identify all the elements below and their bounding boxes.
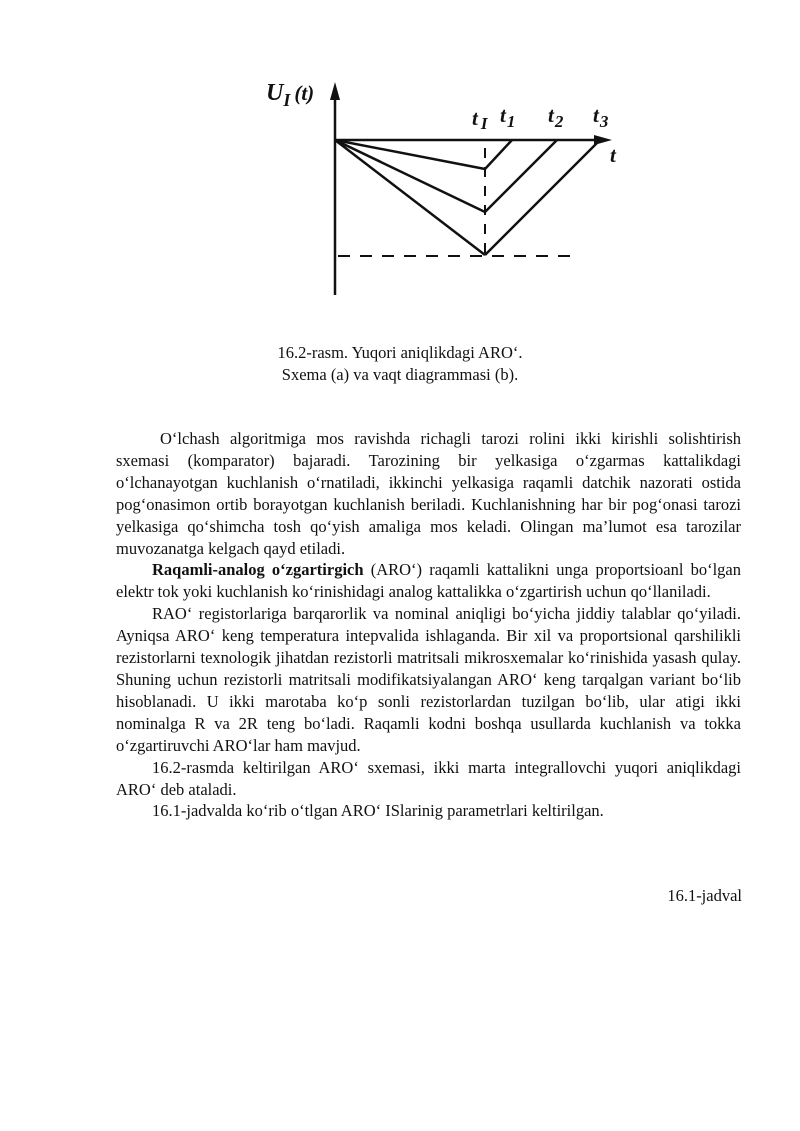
timing-diagram-svg bbox=[250, 70, 630, 310]
caption-line-2: Sxema (a) va vaqt diagrammasi (b). bbox=[281, 365, 519, 384]
ramp-down-2 bbox=[335, 140, 485, 212]
time-label-t2: $t_2$ bbox=[548, 103, 564, 131]
figure-caption bbox=[0, 342, 800, 386]
x-axis-label: t bbox=[610, 143, 616, 167]
caption-line-1: 16.2-rasm. Yuqori aniqlikdagi ARO‘. bbox=[277, 343, 523, 362]
y-axis-label: $U_I$ (t) bbox=[266, 80, 315, 110]
timing-diagram bbox=[250, 70, 630, 310]
ramp-down-3 bbox=[335, 140, 485, 255]
paragraph-figure-ref: 16.2-rasmda keltirilgan ARO‘ sxemasi, ikki marta integrallovchi yuqori aniqlikdagi ARO‘ deb ataladi. bbox=[116, 757, 741, 799]
paragraph-dac-definition bbox=[116, 559, 741, 603]
paragraph-comparator: O‘lchash algoritmiga mos ravishda richagli tarozi rolini ikki kirishli solishtirish sxemasi (komparator) bajaradi. Tarozining bir yelkasiga o‘zgarmas kattalikdagi o‘lchanayotgan kuchlanish o‘rnatiladi, ikkinchi yelkasiga raqamli datchik nazorati ostida pog‘onasimon ortib borayotgan kuchlanish beriladi. Kuchlanishning har bir pog‘onasi tarozi yelkasiga qo‘shimcha tosh qo‘yish amaliga mos keladi. Olingan ma’lumot esa tarozilar muvozanatga kelgach qayd etiladi. bbox=[116, 429, 741, 558]
term-dac: Raqamli-analog o‘zgartirgich bbox=[152, 560, 364, 580]
ramp-up-1 bbox=[485, 140, 512, 169]
y-axis-arrow bbox=[330, 82, 340, 100]
ramp-up-2 bbox=[485, 140, 557, 212]
time-label-t1: $t_1$ bbox=[500, 103, 516, 131]
paragraph-dac-text: (ARO‘) raqamli kattalikni unga proportsioanl bo‘lgan elektr tok yoki kuchlanish ko‘rinishidagi analog kattalikka o‘zgartirish uchun qo‘llaniladi. bbox=[116, 560, 742, 602]
time-label-t3: $t_3$ bbox=[593, 103, 609, 131]
ramp-up-3 bbox=[485, 140, 600, 255]
body-text bbox=[116, 428, 741, 822]
table-label: 16.1-jadval bbox=[667, 886, 742, 905]
paragraph-resistor-matrix: RAO‘ registorlariga barqarorlik va nominal aniqligi bo‘yicha jiddiy talablar qo‘yiladi. Ayniqsa ARO‘ keng temperatura intepvalida ishlaganda. Bir xil va proportsional qarshilikli rezistorlarni texnologik jihatdan rezistorli matritsali mikrosxemalar ko‘rinishida yasash qulay. Shuning uchun rezistorli matritsali modifikatsiyalangan ARO‘ keng tarqalgan variant bo‘lib hisoblanadi. U ikki marotaba ko‘p sonli rezistorlardan tuzilgan bo‘lib, ular atigi ikki nominalga R va 2R teng bo‘ladi. Raqamli kodni boshqa usullarda kuchlanish va tokka o‘zgartiruvchi ARO‘lar ham mavjud. bbox=[116, 604, 741, 755]
ramp-down-1 bbox=[335, 140, 485, 169]
time-label-t-i: t I bbox=[472, 106, 488, 133]
paragraph-table-ref: 16.1-jadvalda ko‘rib o‘tlgan ARO‘ ISlarinig parametrlari keltirilgan. bbox=[152, 801, 604, 821]
